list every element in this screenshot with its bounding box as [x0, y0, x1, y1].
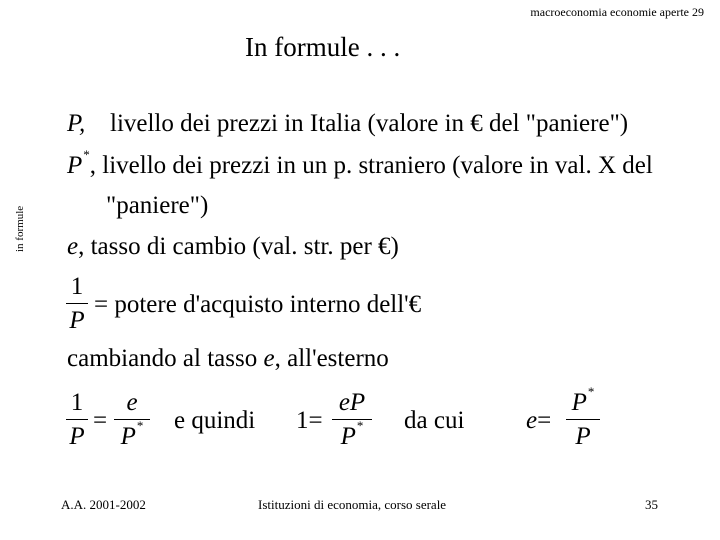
footer-page-number: 35	[645, 497, 658, 512]
fraction-denominator: P*	[340, 418, 364, 450]
footer-academic-year: A.A. 2001-2002	[61, 497, 146, 512]
exchange-line	[67, 345, 389, 373]
exchange-text-1: cambiando al tasso	[67, 345, 264, 372]
definition-p	[67, 110, 85, 138]
fraction-ep-over-pstar	[332, 390, 372, 449]
fraction-1-over-p	[66, 274, 88, 333]
fraction-bar	[66, 419, 88, 420]
page-title: In formule . . .	[245, 32, 401, 62]
purchasing-power-text: = potere d'acquisto interno dell'€	[94, 291, 422, 318]
definition-e	[67, 233, 399, 261]
fraction-denominator: P	[69, 307, 85, 334]
fraction-numerator: eP	[338, 389, 366, 416]
definition-p-text: livello dei prezzi in Italia (valore in € del "paniere")	[110, 110, 629, 137]
e-quindi-text: e quindi	[174, 407, 256, 434]
fraction-denominator: P*	[120, 418, 144, 450]
e-equals: e=	[526, 407, 552, 434]
fraction-bar	[566, 419, 600, 420]
header-course-label: macroeconomia economie aperte 29	[530, 5, 704, 19]
e-symbol: e	[67, 233, 79, 260]
one-equals: 1=	[296, 407, 323, 434]
pstar-symbol: P	[67, 152, 83, 179]
side-label: in formule	[14, 205, 26, 252]
e-text: , tasso di cambio (val. str. per €)	[78, 233, 399, 260]
fraction-numerator: 1	[70, 389, 84, 416]
exchange-text-2: , all'esterno	[274, 345, 389, 372]
fraction-bar	[332, 419, 372, 420]
fraction-e-over-pstar	[114, 390, 150, 449]
fraction-numerator: 1	[70, 273, 84, 300]
star-superscript: *	[83, 147, 90, 162]
da-cui-text: da cui	[404, 407, 465, 434]
fraction-1-over-p-2	[66, 390, 88, 449]
fraction-denominator: P	[575, 423, 591, 450]
definition-pstar-text-continued: "paniere")	[106, 192, 209, 219]
fraction-numerator: e	[126, 389, 138, 416]
fraction-bar	[114, 419, 150, 420]
definition-pstar	[67, 147, 653, 180]
exchange-e: e	[263, 345, 275, 372]
p-symbol: P,	[67, 110, 86, 137]
fraction-numerator: P*	[571, 384, 595, 416]
equals-sign: =	[93, 407, 108, 434]
fraction-pstar-over-p	[566, 384, 600, 450]
footer-course: Istituzioni di economia, corso serale	[258, 497, 447, 512]
pstar-text: , livello dei prezzi in un p. straniero (valore in val. X del	[89, 152, 653, 179]
fraction-denominator: P	[69, 423, 85, 450]
fraction-bar	[66, 303, 88, 304]
